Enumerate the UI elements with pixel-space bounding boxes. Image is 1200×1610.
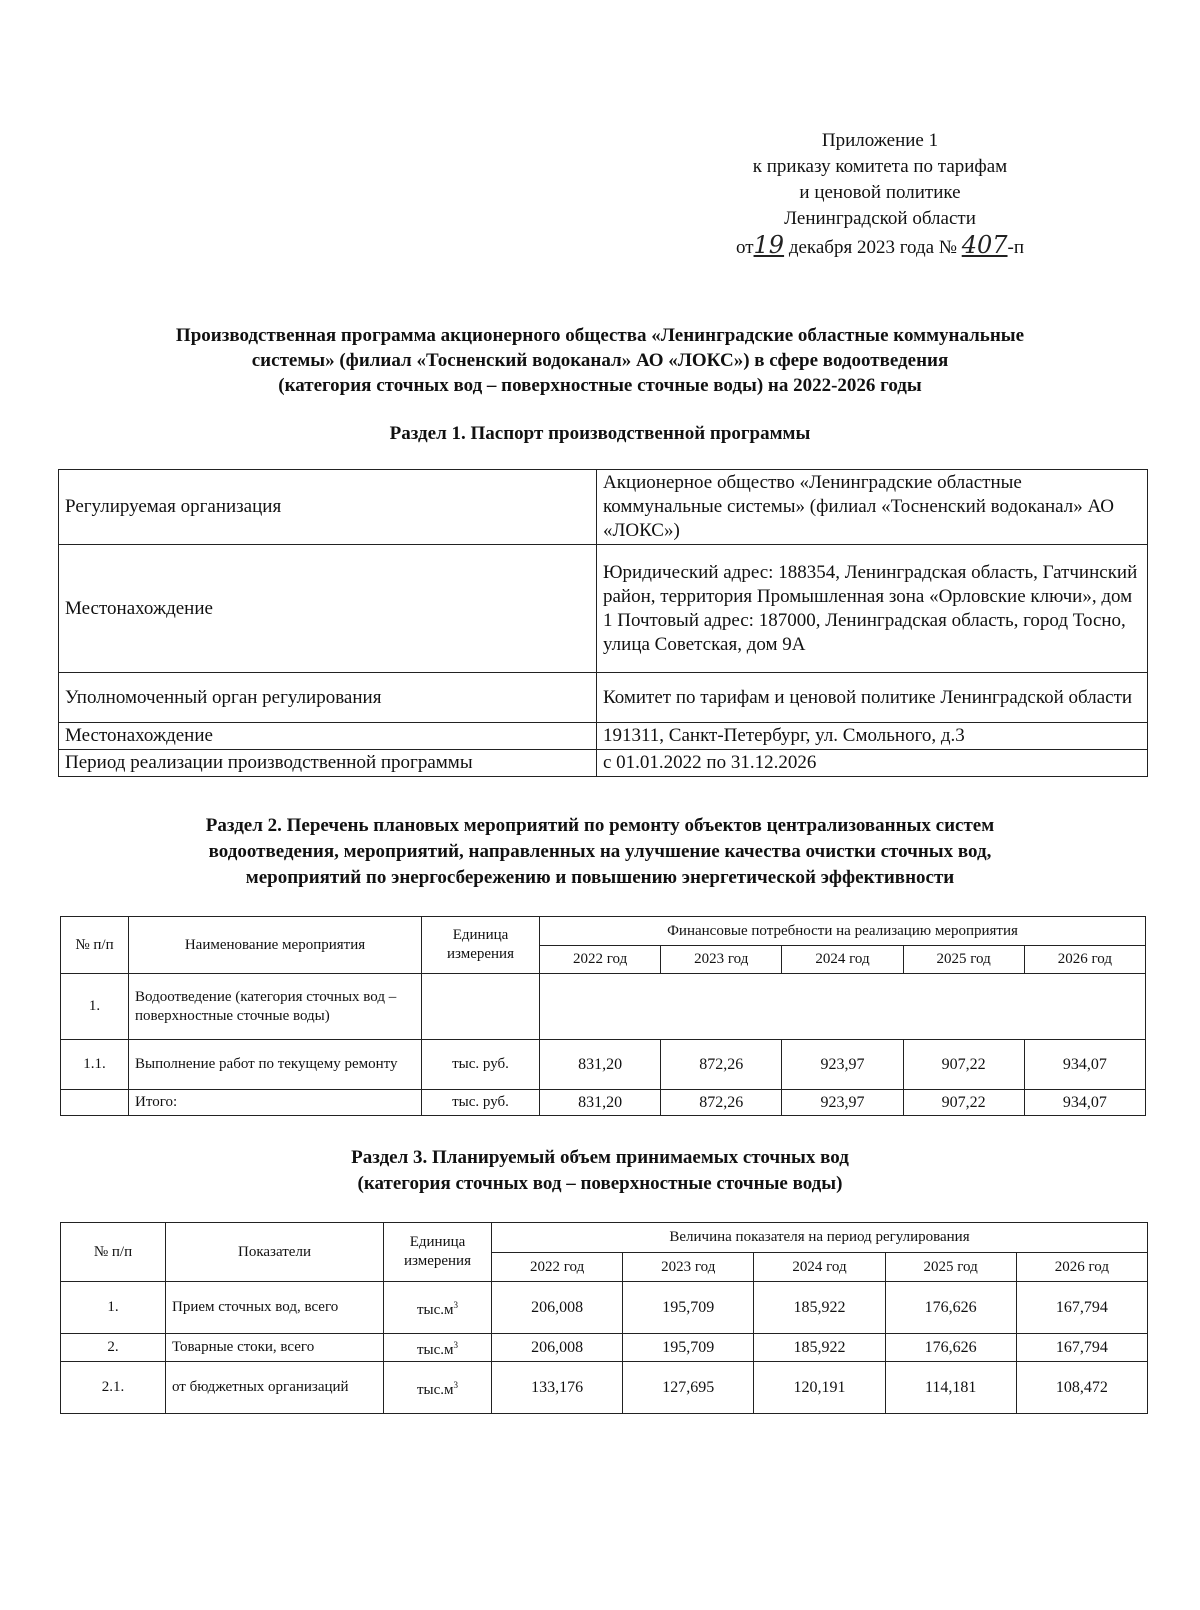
handwritten-order-number: 407 [961, 231, 1008, 259]
handwritten-day: 19 [753, 231, 785, 259]
header-row [61, 1223, 1148, 1253]
passport-label: Местонахождение [59, 723, 597, 750]
heading-line: Раздел 2. Перечень плановых мероприятий по ремонту объектов централизованных систем [205, 815, 995, 836]
row-name: Итого: [129, 1090, 422, 1116]
col-year: 2023 год [623, 1253, 754, 1282]
col-year: 2025 год [885, 1253, 1016, 1282]
unit-sup: 3 [453, 1339, 459, 1350]
table-row [61, 1362, 1148, 1414]
row-unit: тыс. руб. [422, 1040, 540, 1090]
section2-heading [60, 813, 1140, 891]
col-year: 2023 год [661, 946, 782, 974]
table-row [59, 723, 1148, 750]
passport-label: Уполномоченный орган регулирования [59, 673, 597, 723]
passport-value: Юридический адрес: 188354, Ленинградская область, Гатчинский район, территория Промышленная зона «Орловские ключи», дом 1 Почтовый адрес: 187000, Ленинградская область, город Тосно, улица Советская, дом 9А [597, 545, 1148, 673]
row-value: 176,626 [885, 1282, 1016, 1334]
unit-text: тыс.м [416, 1341, 454, 1358]
col-num: № п/п [61, 1223, 166, 1282]
col-year: 2022 год [492, 1253, 623, 1282]
col-unit: Единица измерения [422, 917, 540, 974]
total-row [61, 1090, 1146, 1116]
row-value: 206,008 [492, 1282, 623, 1334]
wastewater-volume-table [60, 1222, 1148, 1414]
row-num: 1.1. [61, 1040, 129, 1090]
row-unit: тыс. руб. [422, 1090, 540, 1116]
appendix-line: Ленинградской области [784, 208, 976, 229]
appendix-line: к приказу комитета по тарифам [752, 156, 1008, 177]
passport-table [58, 469, 1148, 777]
passport-value: Комитет по тарифам и ценовой политике Ленинградской области [597, 673, 1148, 723]
row-value: 167,794 [1016, 1334, 1147, 1362]
table-row [59, 673, 1148, 723]
passport-value: с 01.01.2022 по 31.12.2026 [597, 750, 1148, 777]
appendix-line: и ценовой политике [799, 182, 961, 203]
passport-value: 191311, Санкт-Петербург, ул. Смольного, д.3 [597, 723, 1148, 750]
title-line: Производственная программа акционерного общества «Ленинградские областные коммунальные [175, 325, 1025, 346]
col-year: 2024 год [782, 946, 903, 974]
row-value: 185,922 [754, 1282, 885, 1334]
row-value: 120,191 [754, 1362, 885, 1414]
col-name: Наименование мероприятия [129, 917, 422, 974]
row-num [61, 1090, 129, 1116]
row-value: 133,176 [492, 1362, 623, 1414]
row-name: Водоотведение (категория сточных вод – поверхностные сточные воды) [129, 974, 422, 1040]
row-value: 831,20 [540, 1090, 661, 1116]
col-num: № п/п [61, 917, 129, 974]
row-value: 831,20 [540, 1040, 661, 1090]
unit-sup: 3 [453, 1379, 459, 1390]
row-value: 108,472 [1016, 1362, 1147, 1414]
row-value: 934,07 [1024, 1040, 1145, 1090]
heading-line: (категория сточных вод – поверхностные сточные воды) [357, 1173, 843, 1194]
row-value: 923,97 [782, 1090, 903, 1116]
col-unit: Единица измерения [384, 1223, 492, 1282]
section1-heading: Раздел 1. Паспорт производственной программы [389, 423, 811, 444]
measures-table [60, 916, 1146, 1116]
row-name: Прием сточных вод, всего [166, 1282, 384, 1334]
col-year: 2024 год [754, 1253, 885, 1282]
row-num: 2. [61, 1334, 166, 1362]
row-value: 195,709 [623, 1334, 754, 1362]
appendix-block [700, 128, 1060, 261]
table-row [61, 1282, 1148, 1334]
col-group: Финансовые потребности на реализацию мероприятия [540, 917, 1146, 946]
heading-line: Раздел 3. Планируемый объем принимаемых сточных вод [351, 1147, 849, 1168]
title-line: (категория сточных вод – поверхностные сточные воды) на 2022-2026 годы [278, 375, 922, 396]
row-value: 127,695 [623, 1362, 754, 1414]
passport-value: Акционерное общество «Ленинградские областные коммунальные системы» (филиал «Тосненский водоканал» АО «ЛОКС») [597, 470, 1148, 545]
col-year: 2026 год [1024, 946, 1145, 974]
title-line: системы» (филиал «Тосненский водоканал» АО «ЛОКС») в сфере водоотведения [251, 350, 949, 371]
section3-heading [60, 1145, 1140, 1197]
date-rest: декабря 2023 года № [788, 237, 957, 258]
row-empty-values [540, 974, 1146, 1040]
document-title [60, 323, 1140, 398]
table-row [61, 1334, 1148, 1362]
row-value: 176,626 [885, 1334, 1016, 1362]
row-unit [384, 1362, 492, 1414]
row-name: Выполнение работ по текущему ремонту [129, 1040, 422, 1090]
row-value: 185,922 [754, 1334, 885, 1362]
row-value: 114,181 [885, 1362, 1016, 1414]
appendix-date-line [700, 232, 1060, 261]
row-unit [384, 1282, 492, 1334]
row-name: от бюджетных организаций [166, 1362, 384, 1414]
col-name: Показатели [166, 1223, 384, 1282]
col-year: 2026 год [1016, 1253, 1147, 1282]
row-value: 907,22 [903, 1040, 1024, 1090]
heading-line: мероприятий по энергосбережению и повышению энергетической эффективности [245, 867, 955, 888]
table-row [59, 545, 1148, 673]
table-row [59, 470, 1148, 545]
table-row [61, 1040, 1146, 1090]
passport-label: Местонахождение [59, 545, 597, 673]
row-value: 167,794 [1016, 1282, 1147, 1334]
row-value: 872,26 [661, 1040, 782, 1090]
row-value: 872,26 [661, 1090, 782, 1116]
row-unit [422, 974, 540, 1040]
row-value: 195,709 [623, 1282, 754, 1334]
heading-line: водоотведения, мероприятий, направленных на улучшение качества очистки сточных вод, [208, 841, 992, 862]
unit-text: тыс.м [416, 1301, 454, 1318]
row-value: 923,97 [782, 1040, 903, 1090]
table-row [59, 750, 1148, 777]
passport-label: Регулируемая организация [59, 470, 597, 545]
col-group: Величина показателя на период регулирования [492, 1223, 1148, 1253]
row-value: 206,008 [492, 1334, 623, 1362]
appendix-line: Приложение 1 [821, 130, 939, 151]
col-year: 2022 год [540, 946, 661, 974]
row-value: 907,22 [903, 1090, 1024, 1116]
unit-sup: 3 [453, 1299, 459, 1310]
row-num: 2.1. [61, 1362, 166, 1414]
row-value: 934,07 [1024, 1090, 1145, 1116]
date-prefix: от [735, 237, 754, 258]
row-name: Товарные стоки, всего [166, 1334, 384, 1362]
order-suffix: -п [1007, 237, 1025, 258]
row-num: 1. [61, 1282, 166, 1334]
table-row [61, 974, 1146, 1040]
passport-label: Период реализации производственной программы [59, 750, 597, 777]
header-row [61, 917, 1146, 946]
unit-text: тыс.м [416, 1381, 454, 1398]
col-year: 2025 год [903, 946, 1024, 974]
row-num: 1. [61, 974, 129, 1040]
row-unit [384, 1334, 492, 1362]
